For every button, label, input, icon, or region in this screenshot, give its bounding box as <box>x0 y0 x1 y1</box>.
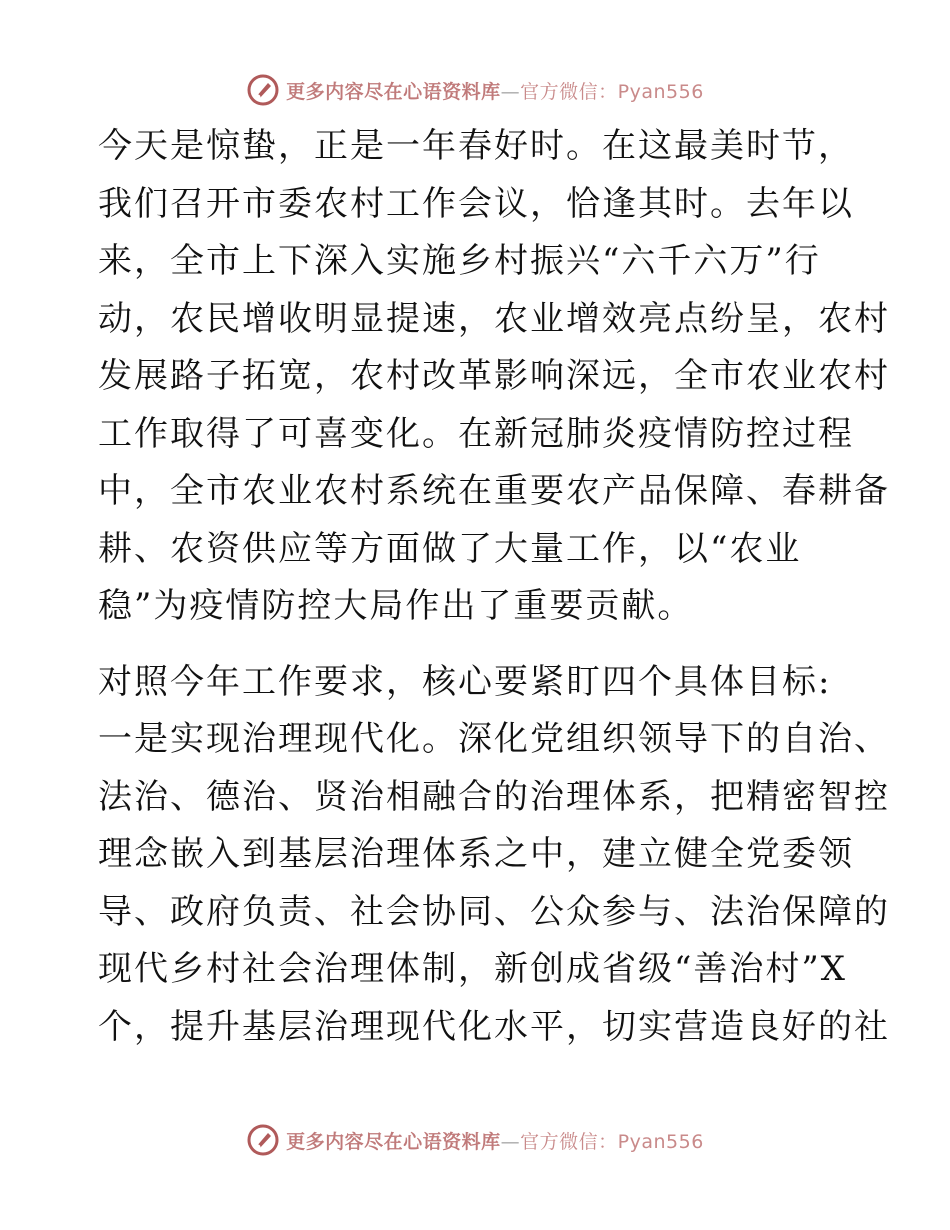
text-line: 对照今年工作要求，核心要紧盯四个具体目标: <box>98 661 832 702</box>
paragraph-2 <box>98 654 890 1057</box>
text-line: 工作取得了可喜变化。在新冠肺炎疫情防控过程 <box>98 413 854 454</box>
footer-watermark-text: 更多内容尽在心语资料库—官方微信：Pyan556 <box>286 1130 704 1153</box>
text-line: 动，农民增收明显提速，农业增效亮点纷呈，农村 <box>98 298 890 339</box>
document-body <box>98 118 890 1056</box>
text-line: 个，提升基层治理现代化水平，切实营造良好的社 <box>98 1006 890 1047</box>
paragraph-1 <box>98 118 890 636</box>
text-line: 发展路子拓宽，农村改革影响深远，全市农业农村 <box>98 356 890 396</box>
pen-nib-logo-icon <box>246 1123 280 1157</box>
header-watermark-banner <box>0 70 950 110</box>
text-line: 稳”为疫情防控大局作出了重要贡献。 <box>98 586 694 626</box>
text-line: 一是实现治理现代化。深化党组织领导下的自治、 <box>98 719 890 759</box>
text-line: 法治、德治、贤治相融合的治理体系，把精密智控 <box>98 776 890 817</box>
pen-nib-logo-icon <box>246 73 280 107</box>
text-line: 我们召开市委农村工作会议，恰逢其时。去年以 <box>98 183 854 224</box>
text-line: 现代乡村社会治理体制，新创成省级“善治村”X <box>98 949 847 989</box>
text-line: 理念嵌入到基层治理体系之中，建立健全党委领 <box>98 834 854 874</box>
text-line: 中，全市农业农村系统在重要农产品保障、春耕备 <box>98 471 890 511</box>
text-line: 今天是惊蛰，正是一年春好时。在这最美时节， <box>98 126 854 166</box>
text-line: 耕、农资供应等方面做了大量工作，以“农业 <box>98 528 802 569</box>
header-watermark-text: 更多内容尽在心语资料库—官方微信：Pyan556 <box>286 80 704 103</box>
footer-watermark-banner <box>0 1120 950 1160</box>
text-line: 导、政府负责、社会协同、公众参与、法治保障的 <box>98 891 890 932</box>
text-line: 来，全市上下深入实施乡村振兴“六千六万”行 <box>98 241 821 281</box>
